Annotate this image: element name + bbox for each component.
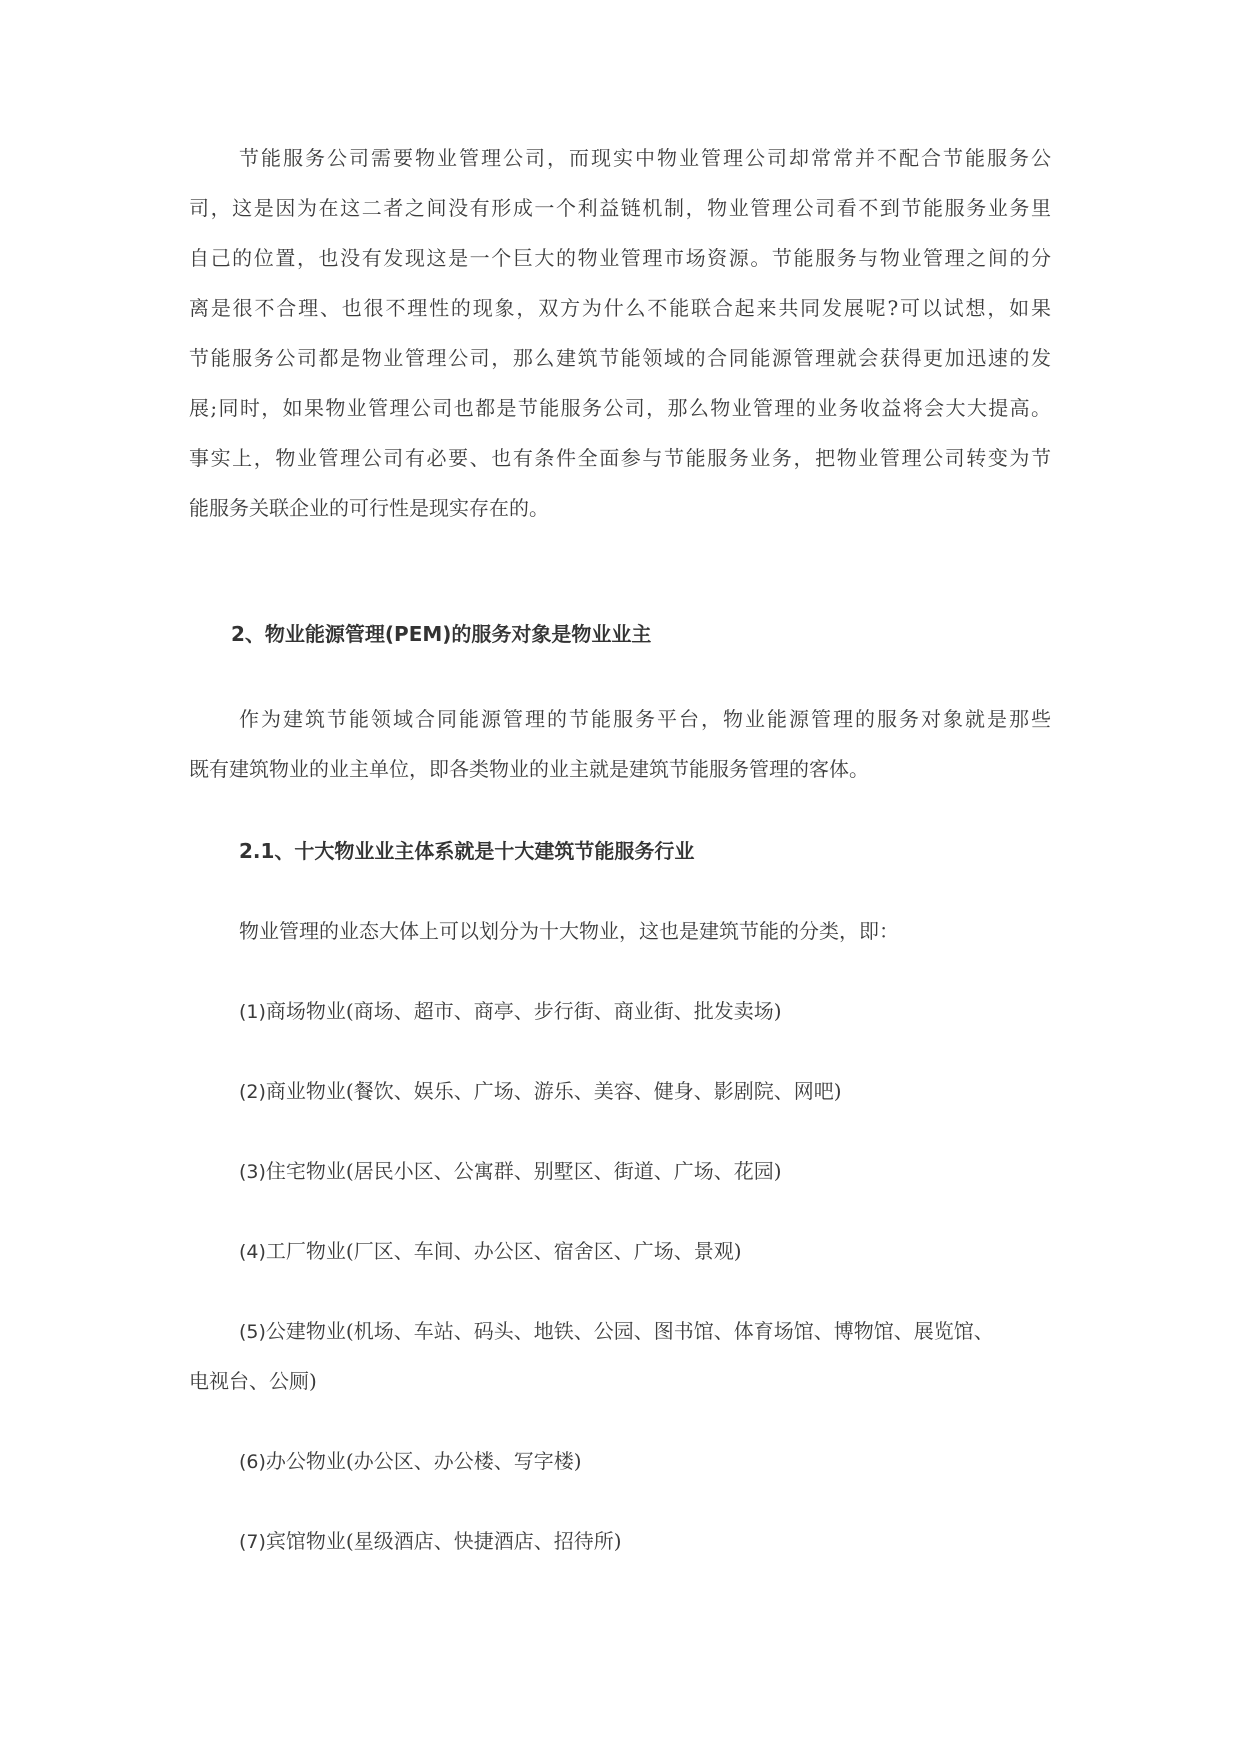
item-number: (6) xyxy=(239,1451,266,1473)
item-number: (7) xyxy=(239,1531,266,1553)
list-item-continuation: 电视台、公厕) xyxy=(189,1369,317,1393)
list-item xyxy=(239,1075,842,1104)
paragraph-line: 离是很不合理、也很不理性的现象，双方为什么不能联合起来共同发展呢?可以试想，如果 xyxy=(189,296,1051,320)
item-text: 住宅物业(居民小区、公寓群、别墅区、街道、广场、花园) xyxy=(265,1159,782,1183)
item-number: (1) xyxy=(239,1001,266,1023)
item-text: 公建物业(机场、车站、码头、地铁、公园、图书馆、体育场馆、博物馆、展览馆、 xyxy=(265,1319,994,1343)
paragraph-line: 节能服务公司都是物业管理公司，那么建筑节能领域的合同能源管理就会获得更加迅速的发 xyxy=(189,346,1051,370)
list-item xyxy=(239,1155,782,1184)
list-item xyxy=(239,1235,742,1264)
item-number: (5) xyxy=(239,1321,266,1343)
intro-paragraph xyxy=(189,133,1051,533)
paragraph-line: 能服务关联企业的可行性是现实存在的。 xyxy=(189,496,549,520)
section-2-paragraph xyxy=(189,694,1051,794)
item-text: 商场物业(商场、超市、商亭、步行街、商业街、批发卖场) xyxy=(265,999,782,1023)
list-item xyxy=(239,1525,622,1554)
section-2-1-intro: 物业管理的业态大体上可以划分为十大物业，这也是建筑节能的分类，即： xyxy=(239,919,899,943)
paragraph-line: 既有建筑物业的业主单位，即各类物业的业主就是建筑节能服务管理的客体。 xyxy=(189,757,869,781)
paragraph-line: 事实上，物业管理公司有必要、也有条件全面参与节能服务业务，把物业管理公司转变为节 xyxy=(189,446,1051,470)
paragraph-line: 展;同时，如果物业管理公司也都是节能服务公司，那么物业管理的业务收益将会大大提高。 xyxy=(189,396,1051,420)
paragraph-line: 司，这是因为在这二者之间没有形成一个利益链机制，物业管理公司看不到节能服务业务里 xyxy=(189,196,1051,220)
item-text: 工厂物业(厂区、车间、办公区、宿舍区、广场、景观) xyxy=(265,1239,742,1263)
paragraph-line: 作为建筑节能领域合同能源管理的节能服务平台，物业能源管理的服务对象就是那些 xyxy=(239,707,1051,731)
paragraph-line: 节能服务公司需要物业管理公司，而现实中物业管理公司却常常并不配合节能服务公 xyxy=(239,146,1051,170)
list-item xyxy=(239,995,782,1024)
item-number: (3) xyxy=(239,1161,266,1183)
item-text: 办公物业(办公区、办公楼、写字楼) xyxy=(265,1449,582,1473)
item-number: (4) xyxy=(239,1241,266,1263)
list-item xyxy=(239,1315,994,1344)
item-number: (2) xyxy=(239,1081,266,1103)
paragraph-line: 自己的位置，也没有发现这是一个巨大的物业管理市场资源。节能服务与物业管理之间的分 xyxy=(189,246,1051,270)
section-heading-2: 2、物业能源管理(PEM)的服务对象是物业业主 xyxy=(231,622,652,646)
item-text: 宾馆物业(星级酒店、快捷酒店、招待所) xyxy=(265,1529,622,1553)
item-text: 商业物业(餐饮、娱乐、广场、游乐、美容、健身、影剧院、网吧) xyxy=(265,1079,842,1103)
section-heading-2-1: 2.1、十大物业业主体系就是十大建筑节能服务行业 xyxy=(239,839,695,863)
list-item xyxy=(239,1445,582,1474)
